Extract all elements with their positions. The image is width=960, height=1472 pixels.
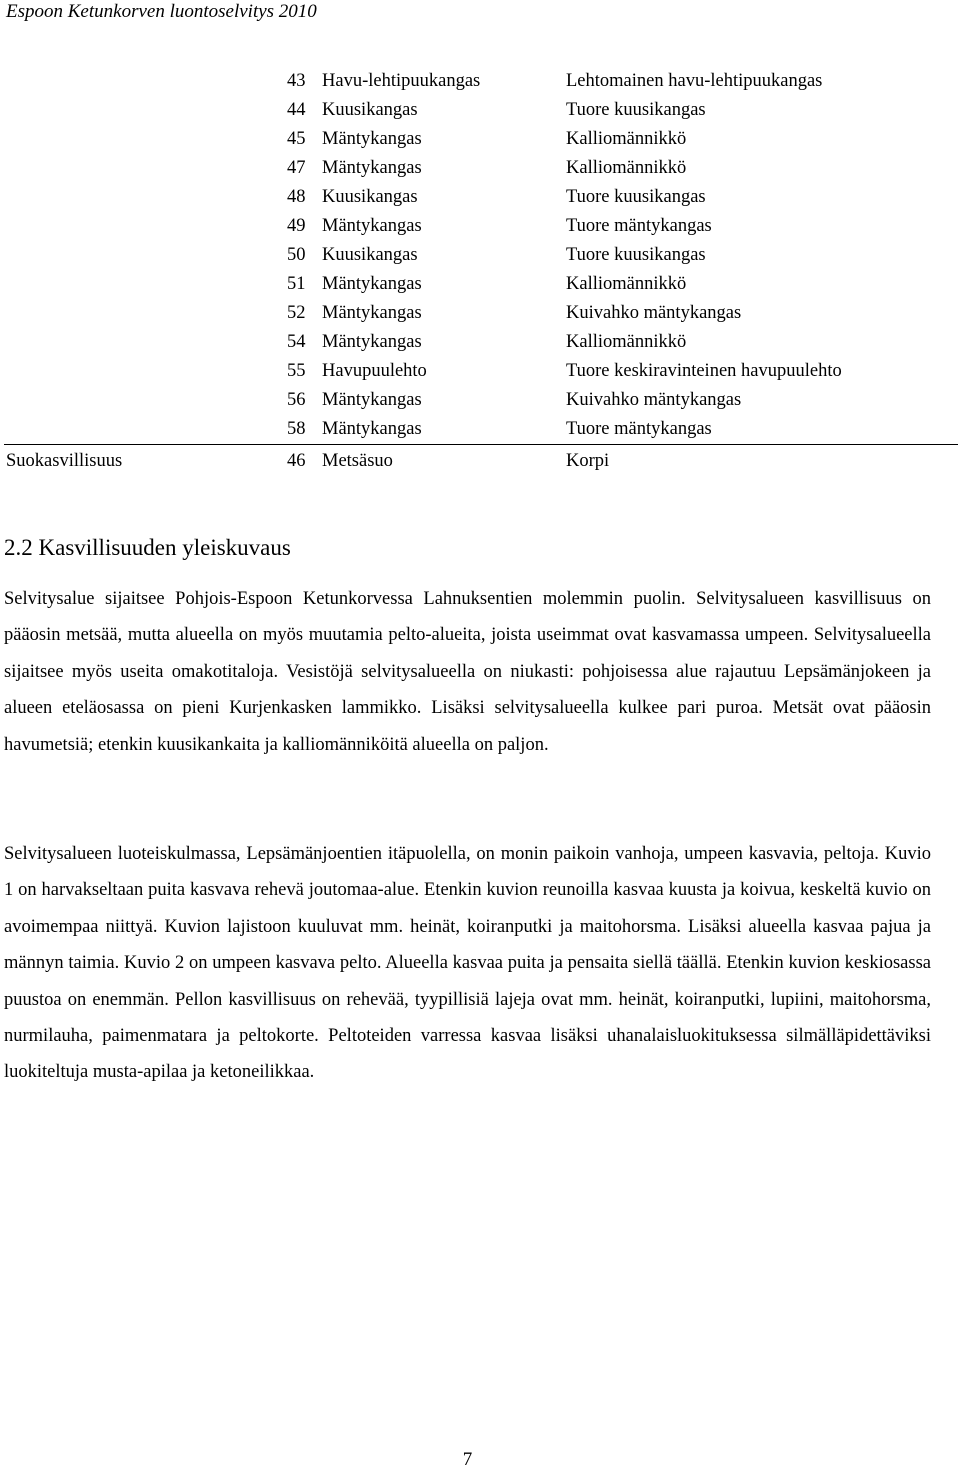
table-row (0, 125, 960, 154)
description-cell: Lehtomainen havu-lehtipuukangas (566, 71, 823, 91)
vegetation-type-cell: Havu-lehtipuukangas (322, 71, 481, 91)
description-cell: Tuore kuusikangas (566, 245, 706, 265)
section-heading: 2.2 Kasvillisuuden yleiskuvaus (4, 535, 291, 560)
vegetation-table (0, 67, 960, 476)
description-cell: Kalliomännikkö (566, 129, 687, 149)
table-row (0, 212, 960, 241)
table-row (0, 415, 960, 444)
description-cell: Tuore keskiravinteinen havupuulehto (566, 361, 842, 381)
table-row (0, 299, 960, 328)
figure-number-cell: 48 (287, 187, 306, 207)
body-paragraph: Selvitysalue sijaitsee Pohjois-Espoon Ketunkorvessa Lahnuksentien molemmin puolin. Selvitysalueen kasvillisuus on pääosin metsää, mutta alueella on myös muutamia pelto-alueita, joista useimmat ovat kasvamassa umpeen. Selvitysalueella sijaitsee myös useita omakotitaloja. Vesistöjä selvitysalueella on niukasti: pohjoisessa alue rajautuu Lepsämänjokeen ja alueen eteläosassa on pieni Kurjenkasken lammikko. Lisäksi selvitysalueella kulkee pari puroa. Metsät ovat pääosin havumetsiä; etenkin kuusikankaita ja kalliomänniköitä alueella on paljon. (4, 589, 931, 755)
figure-number-cell: 55 (287, 361, 306, 381)
vegetation-type-cell: Mäntykangas (322, 216, 422, 236)
page-number: 7 (462, 1449, 473, 1470)
description-cell: Kalliomännikkö (566, 274, 687, 294)
table-row (0, 447, 960, 476)
vegetation-type-cell: Mäntykangas (322, 332, 422, 352)
table-row (0, 241, 960, 270)
vegetation-type-cell: Mäntykangas (322, 419, 422, 439)
figure-number-cell: 49 (287, 216, 306, 236)
vegetation-type-cell: Mäntykangas (322, 158, 422, 178)
table-row (0, 357, 960, 386)
table-row (0, 67, 960, 96)
figure-number-cell: 45 (287, 129, 306, 149)
table-row (0, 154, 960, 183)
table-divider (4, 444, 958, 445)
figure-number-cell: 58 (287, 419, 306, 439)
vegetation-type-cell: Metsäsuo (322, 451, 393, 471)
body-paragraph: Selvitysalueen luoteiskulmassa, Lepsämänjoentien itäpuolella, on monin paikoin vanhoja, umpeen kasvavia, peltoja. Kuvio 1 on harvakseltaan puita kasvava rehevä joutomaa-alue. Etenkin kuvion reunoilla kasvaa kuusta ja koivua, keskeltä kuvio on avoimempaa niittyä. Kuvion lajistoon kuuluvat mm. heinät, koiranputki ja maitohorsma. Lisäksi alueella kasvaa pajua ja männyn taimia. Kuvio 2 on umpeen kasvava pelto. Alueella kasvaa puita ja pensaita siellä täällä. Etenkin kuvion keskiosassa puustoa on enemmän. Pellon kasvillisuus on rehevää, tyypillisiä lajeja ovat mm. heinät, koiranputki, lupiini, maitohorsma, nurmilauha, paimenmatara ja peltokorte. Peltoteiden varressa kasvaa lisäksi uhanalaisluokituksessa silmälläpidettäviksi luokiteltuja musta-apilaa ja ketoneilikkaa. (4, 844, 931, 1083)
figure-number-cell: 56 (287, 390, 306, 410)
figure-number-cell: 54 (287, 332, 306, 352)
table-row (0, 328, 960, 357)
figure-number-cell: 46 (287, 451, 306, 471)
description-cell: Kuivahko mäntykangas (566, 390, 742, 410)
document-header: Espoon Ketunkorven luontoselvitys 2010 (6, 1, 317, 22)
table-row (0, 270, 960, 299)
vegetation-type-cell: Mäntykangas (322, 303, 422, 323)
table-row (0, 183, 960, 212)
description-cell: Korpi (566, 451, 610, 471)
table-row (0, 96, 960, 125)
vegetation-type-cell: Mäntykangas (322, 390, 422, 410)
description-cell: Tuore kuusikangas (566, 100, 706, 120)
description-cell: Kalliomännikkö (566, 158, 687, 178)
figure-number-cell: 47 (287, 158, 306, 178)
description-cell: Tuore kuusikangas (566, 187, 706, 207)
description-cell: Tuore mäntykangas (566, 419, 712, 439)
vegetation-type-cell: Mäntykangas (322, 129, 422, 149)
figure-number-cell: 44 (287, 100, 306, 120)
description-cell: Kalliomännikkö (566, 332, 687, 352)
vegetation-type-cell: Kuusikangas (322, 245, 418, 265)
vegetation-type-cell: Havupuulehto (322, 361, 427, 381)
vegetation-type-cell: Kuusikangas (322, 187, 418, 207)
figure-number-cell: 50 (287, 245, 306, 265)
figure-number-cell: 52 (287, 303, 306, 323)
vegetation-type-cell: Kuusikangas (322, 100, 418, 120)
figure-number-cell: 51 (287, 274, 306, 294)
group-cell: Suokasvillisuus (6, 451, 123, 471)
description-cell: Tuore mäntykangas (566, 216, 712, 236)
description-cell: Kuivahko mäntykangas (566, 303, 742, 323)
table-row (0, 386, 960, 415)
vegetation-type-cell: Mäntykangas (322, 274, 422, 294)
figure-number-cell: 43 (287, 71, 306, 91)
